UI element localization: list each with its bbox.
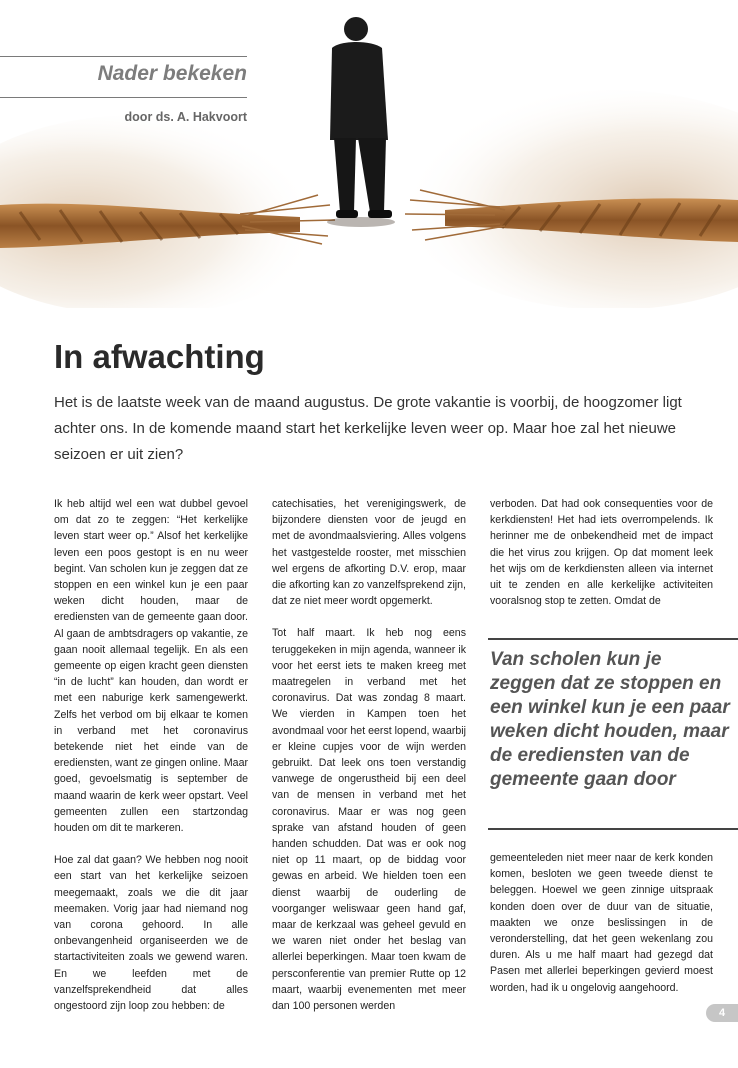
pull-quote-bottom-rule <box>488 828 738 830</box>
paragraph: Hoe zal dat gaan? We hebben nog nooit een start van het kerkelijke seizoen meegemaakt, zoals we die dit jaar meemaken. Vorig jaar had niemand nog van corona gehoord. In alle onbevangenheid organiseerden we de startactiviteiten zoals we gewend waren. En we leefden met de vanzelfsprekendheid dat alles ongestoord zijn loop zou hebben: de <box>54 854 248 1013</box>
series-title: Nader bekeken <box>97 62 247 85</box>
article-intro: Het is de laatste week van de maand augustus. De grote vakantie is voorbij, de hoogzomer ligt achter ons. In de komende maand start het kerkelijke leven weer op. Maar hoe zal het nieuwe seizoen er uit zien? <box>54 394 682 463</box>
paragraph: Tot half maart. Ik heb nog eens teruggekeken in mijn agenda, wanneer ik voor het eerst iets te maken kreeg met maatregelen in verband met het coronavirus. Dat was zondag 8 maart. We vierden in Kampen toen het avondmaal voor het eerst lopend, waarbij er kleine cupjes voor de wijn werden gebruikt. Dat leek ons toen verstandig vanwege de ongerustheid bij een deel van de mensen in verband met het coronavirus. Maar er was nog geen sprake van afstand houden of geen handen schudden. Dat was er ook nog niet op 11 maart, op de biddag voor gewas en arbeid. We hielden toen een dienst waarbij de ouderling de voorganger weliswaar geen hand gaf, maar de kerkzaal was geheel gevuld en we waren niet onder het beslag van allerlei beperkingen. Maar toen kwam de persconferentie van premier Rutte op 12 maart, waarbij evenementen met meer dan 100 personen werden <box>272 627 466 1013</box>
hero-illustration <box>0 0 738 308</box>
pull-quote: Van scholen kun je zeggen dat ze stoppen en een winkel kun je een paar weken dicht houden, maar de erediensten van de gemeente gaan door <box>490 649 730 790</box>
body-column-3-top <box>490 496 713 625</box>
frayed-rope-illustration <box>0 0 738 308</box>
paragraph: gemeenteleden niet meer naar de kerk konden komen, besloten we geen tweede dienst te beleggen. Hoewel we geen zinnige uitspraak konden doen over de duur van de situatie, maakten we onze beslissingen in de veronderstelling, dat het geen wekenlang zou duren. Als u me half maart had gezegd dat Pasen met allerlei beperkingen gevierd moest worden, had ik u ongelovig aangehoord. <box>490 852 713 994</box>
page-number-badge: 4 <box>706 1004 738 1022</box>
paragraph: Ik heb altijd wel een wat dubbel gevoel om dat zo te zeggen: “Het kerkelijke leven start weer op.” Alsof het kerkelijke leven een poos gestopt is en nu weer begint. Van scholen kun je zeggen dat ze stoppen en een winkel kun je een paar weken dicht houden, maar de erediensten van de gemeente gaan door. Al gaan de ambtsdragers op vakantie, ze gaan nooit allemaal tegelijk. En als een gemeente op eigen kracht geen diensten “in de lucht” kan houden, dan wordt er met een naburige kerk samengewerkt. Zelfs het verbod om bij elkaar te komen in verband met het coronavirus betekende niet het einde van de erediensten, want ze gingen online. Maar goed, gevoelsmatig is september de maand waarin de kerk weer opstart. Veel gemeenten zullen een startzondag houden om dit te markeren. <box>54 498 248 835</box>
body-column-1 <box>54 496 248 1030</box>
paragraph: catechisaties, het verenigingswerk, de bijzondere diensten voor de jeugd en met de avondmaalsviering. Alles volgens het vastgestelde rooster, met misschien wel ergens de afkorting D.V. erop, maar die afkorting kan zo vanzelfsprekend zijn, dat ze niet meer wordt opgemerkt. <box>272 498 466 608</box>
pull-quote-top-rule <box>488 638 738 640</box>
header-top-rule <box>0 56 247 57</box>
article-title: In afwachting <box>54 338 265 375</box>
body-column-3-bottom <box>490 850 713 1012</box>
standing-man-figure <box>327 17 395 227</box>
body-column-2 <box>272 496 466 1030</box>
paragraph: verboden. Dat had ook consequenties voor de kerkdiensten! Het had iets overrompelends. Ik herinner me de onbekendheid met de impact die het virus zou krijgen. Op dat moment leek het wijs om de kerkdiensten alleen via internet uit te zenden en alle kerkelijke activiteiten vooralsnog stop te zetten. Omdat de <box>490 498 713 608</box>
author-byline: door ds. A. Hakvoort <box>124 110 247 124</box>
header-bottom-rule <box>0 97 247 98</box>
